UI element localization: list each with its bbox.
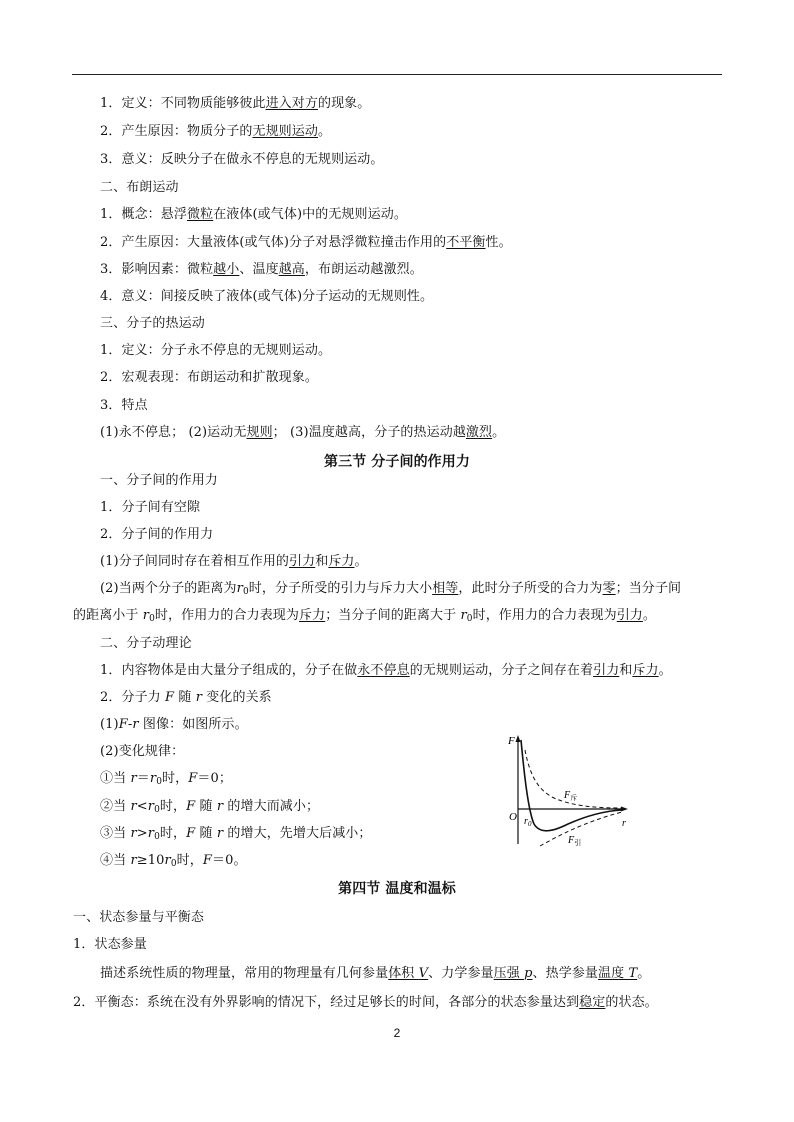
thermal-macro: 2．宏观表现：布朗运动和扩散现象。 xyxy=(100,370,318,385)
state-params-desc: 描述系统性质的物理量，常用的物理量有几何参量体积 V、力学参量压强 p、热学参量温度 T。 xyxy=(100,966,651,981)
page-number: 2 xyxy=(393,1026,401,1040)
force-balance-line1: (2)当两个分子的距离为$r_0$时，分子所受的引力与斥力大小相等，此时分子所受的合力为零；当分子间 xyxy=(100,581,682,597)
keyword-underline: 相等 xyxy=(432,581,459,596)
keyword-underline: 微粒 xyxy=(186,207,214,222)
thermal-definition: 1．定义：分子永不停息的无规则运动。 xyxy=(100,343,332,358)
brownian-cause: 2．产生原因：大量液体(或气体)分子对悬浮微粒撞击作用的不平衡性。 xyxy=(100,235,512,250)
keyword-underline: 温度 T xyxy=(598,966,638,981)
thermal-features: (1)永不停息； (2)运动无规则； (3)温度越高，分子的热运动越激烈。 xyxy=(100,425,506,440)
diffusion-definition: 1．定义：不同物质能够彼此进入对方的现象。 xyxy=(100,96,371,111)
force-coexist: (1)分子间同时存在着相互作用的引力和斥力。 xyxy=(100,554,368,569)
section-title-3: 第三节 分子间的作用力 xyxy=(324,454,470,470)
repulsion-label: $F_斥$ xyxy=(564,790,578,802)
diffusion-meaning: 3．意义：反映分子在做永不停息的无规则运动。 xyxy=(100,152,384,167)
keyword-underline: 进入对方 xyxy=(265,96,318,111)
keyword-underline: 斥力 xyxy=(632,663,659,678)
keyword-underline: 引力 xyxy=(289,554,316,569)
header-rule xyxy=(72,74,722,75)
brownian-factors: 3．影响因素：微粒越小、温度越高，布朗运动越激烈。 xyxy=(100,262,423,277)
force-relation: 2．分子力 F 随 r 变化的关系 xyxy=(100,690,272,705)
brownian-meaning: 4．意义：间接反映了液体(或气体)分子运动的无规则性。 xyxy=(100,289,434,304)
force-distance-figure xyxy=(506,732,632,852)
keyword-underline: 激烈 xyxy=(465,425,493,440)
y-axis-arrow xyxy=(516,735,521,742)
keyword-underline: 零 xyxy=(602,581,616,596)
section-heading-thermal: 三、分子的热运动 xyxy=(100,316,205,331)
keyword-underline: 体积 V xyxy=(388,966,429,981)
attraction-label: $F_引$ xyxy=(568,835,582,847)
keyword-underline: 稳定 xyxy=(579,995,606,1010)
rule-2: ②当 $r<r_0$时，F 随 r 的增大而减小； xyxy=(100,799,320,815)
section-title-4: 第四节 温度和温标 xyxy=(338,881,456,897)
keyword-underline: 永不停息 xyxy=(357,663,410,678)
section-heading-brownian: 二、布朗运动 xyxy=(100,180,179,195)
thermal-features-label: 3．特点 xyxy=(100,398,148,413)
rule-3: ③当 $r>r_0$时，F 随 r 的增大，先增大后减小； xyxy=(100,826,372,842)
keyword-underline: 无规则运动 xyxy=(252,124,318,139)
rule-4: ④当 $r\ge 10r_0$时，F＝0。 xyxy=(100,853,247,869)
r0-label: $r_0$ xyxy=(524,816,532,828)
force-balance-line2: 的距离小于 $r_0$时，作用力的合力表现为斥力；当分子间的距离大于 $r_0$时，作用力的合力表现为引力。 xyxy=(73,608,657,624)
force-distance-graph xyxy=(506,732,632,852)
keyword-underline: 引力 xyxy=(616,608,643,623)
brownian-concept: 1．概念：悬浮微粒在液体(或气体)中的无规则运动。 xyxy=(100,207,407,222)
keyword-underline: 不平衡 xyxy=(446,235,486,250)
change-rule-heading: (2)变化规律： xyxy=(100,744,185,759)
keyword-underline: 越高 xyxy=(278,262,305,277)
diffusion-cause: 2．产生原因：物质分子的无规则运动。 xyxy=(100,124,332,139)
fr-graph-line: (1)F-r 图像：如图所示。 xyxy=(100,717,248,732)
kinetic-content: 1．内容物体是由大量分子组成的，分子在做永不停息的无规则运动，分子之间存在着引力和斥力。 xyxy=(100,663,672,678)
keyword-underline: 引力 xyxy=(593,663,620,678)
state-heading: 一、状态参量与平衡态 xyxy=(73,910,205,925)
sub-heading-kinetic: 二、分子动理论 xyxy=(100,636,192,651)
keyword-underline: 越小 xyxy=(213,262,240,277)
state-params-label: 1．状态参量 xyxy=(73,937,147,952)
rule-1: ①当 $r=r_0$时，F＝0； xyxy=(100,771,232,787)
keyword-underline: 压强 p xyxy=(493,966,533,981)
keyword-underline: 斥力 xyxy=(299,608,326,623)
force-line: 2．分子间的作用力 xyxy=(100,527,214,542)
axis-x-label: r xyxy=(622,818,626,829)
x-axis-arrow xyxy=(621,807,628,812)
resultant-curve xyxy=(521,740,622,831)
equilibrium-line: 2．平衡态：系统在没有外界影响的情况下，经过足够长的时间，各部分的状态参量达到稳定的状态。 xyxy=(73,995,658,1010)
axis-y-label: F xyxy=(508,735,515,747)
keyword-underline: 规则 xyxy=(246,425,273,440)
origin-label: O xyxy=(509,811,518,823)
keyword-underline: 斥力 xyxy=(328,554,355,569)
gap-line: 1．分子间有空隙 xyxy=(100,500,201,515)
sub-heading-force: 一、分子间的作用力 xyxy=(100,473,218,488)
